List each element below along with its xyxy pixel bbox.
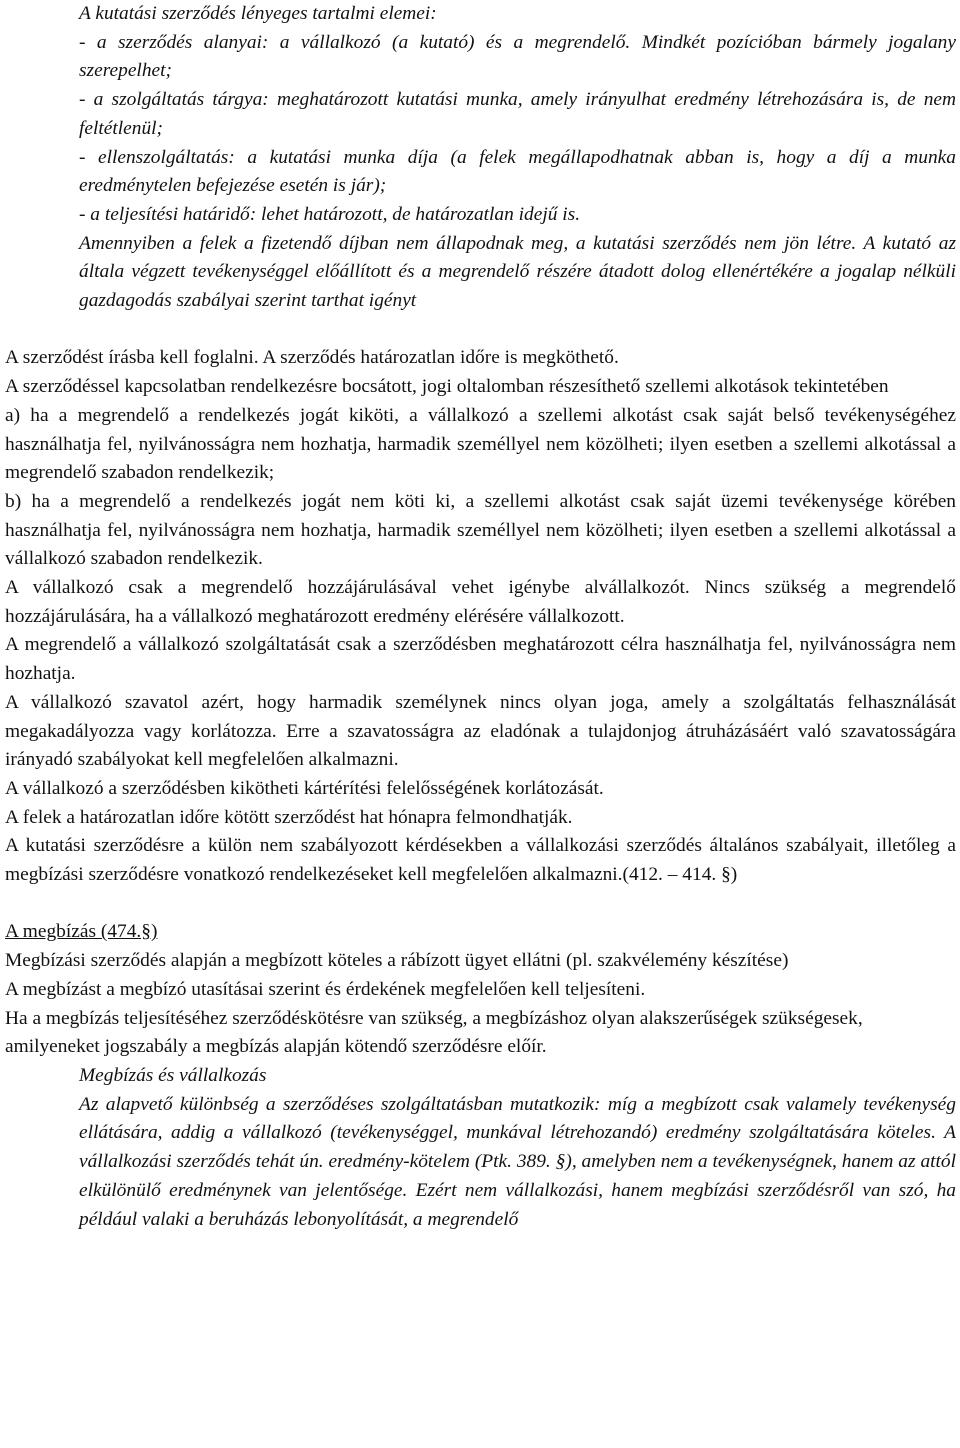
paragraph: Ha a megbízás teljesítéséhez szerződéskötésre van szükség, a megbízáshoz olyan alakszerűségek szükségesek, amilyeneket jogszabály a megbízás alapján kötendő szerződésre előír.: [5, 1007, 863, 1058]
rules-section: [5, 344, 956, 889]
list-item-deadline: - a teljesítési határidő: lehet határozott, de határozatlan idejű is.: [79, 203, 581, 225]
section-heading: A megbízás (474.§): [5, 921, 158, 943]
paragraph: A kutatási szerződésre a külön nem szabályozott kérdésekben a vállalkozási szerződés általános szabályait, illetőleg a megbízási szerződésre vonatkozó rendelkezéseket kell megfelelően alkalmazni.(412. – 414. §): [5, 835, 956, 886]
paragraph: A vállalkozó csak a megrendelő hozzájárulásával vehet igénybe alvállalkozót. Nincs szükség a megrendelő hozzájárulására, ha a vállalkozó meghatározott eredmény elérésére vállalkozott.: [5, 577, 956, 627]
fee-paragraph: Amennyiben a felek a fizetendő díjban nem állapodnak meg, a kutatási szerződés nem jön létre. A kutató az általa végzett tevékenységgel előállított és a megrendelő részére átadott dolog ellenértékére a jogalap nélküli gazdagodás szabályai szerint tarthat igényt: [79, 232, 956, 312]
comparison-paragraph: Az alapvető különbség a szerződéses szolgáltatásban mutatkozik: míg a megbízott csak valamely tevékenység ellátására, addig a vállalkozó (tevékenységgel, munkával létrehozandó) eredmény szolgáltatására köteles. A vállalkozási szerződés tehát ún. eredmény-kötelem (Ptk. 389. §), amelyben nem a tevékenységnek, hanem az attól elkülönülő eredménynek van jelentősége. Ezért nem vállalkozási, hanem megbízási szerződésről van szó, ha például valaki a beruházás lebonyolítását, a megrendelő: [79, 1093, 956, 1230]
paragraph: A felek a határozatlan időre kötött szerződést hat hónapra felmondhatják.: [5, 806, 573, 828]
paragraph: A megbízást a megbízó utasításai szerint és érdekének megfelelően kell teljesíteni.: [5, 978, 646, 1000]
spacer: [5, 316, 956, 345]
paragraph: A vállalkozó szavatol azért, hogy harmadik személynek nincs olyan joga, amely a szolgáltatás felhasználását megakadályozza vagy korlátozza. Erre a szavatosságra az eladónak a tulajdonjog átruházásáért való szavatosságára irányadó szabályokat kell megfelelően alkalmazni.: [5, 691, 956, 771]
research-contract-section: [5, 0, 956, 316]
paragraph: a) ha a megrendelő a rendelkezés jogát kiköti, a vállalkozó a szellemi alkotást csak saját belső tevékenységéhez használhatja fel, nyilvánosságra nem hozhatja, harmadik személlyel nem közölheti; ilyen esetben a szellemi alkotással a megrendelő szabadon rendelkezik;: [5, 404, 956, 484]
paragraph: A megrendelő a vállalkozó szolgáltatását csak a szerződésben meghatározott célra használhatja fel, nyilvánosságra nem hozhatja.: [5, 634, 956, 685]
paragraph: A vállalkozó a szerződésben kikötheti kártérítési felelősségének korlátozását.: [5, 777, 604, 799]
paragraph: b) ha a megrendelő a rendelkezés jogát nem köti ki, a szellemi alkotást csak saját üzemi tevékenysége körében használhatja fel, nyilvánosságra nem hozhatja, harmadik személlyel nem közölheti; ilyen esetben a szellemi alkotással a vállalkozó szabadon rendelkezik.: [5, 490, 956, 570]
mandate-section: [5, 918, 956, 1234]
comparison-heading: Megbízás és vállalkozás: [79, 1064, 267, 1086]
list-item-consideration: - ellenszolgáltatás: a kutatási munka díja (a felek megállapodhatnak abban is, hogy a díj a munka eredménytelen befejezése esetén is jár);: [79, 146, 956, 197]
paragraph: A szerződéssel kapcsolatban rendelkezésre bocsátott, jogi oltalomban részesíthető szellemi alkotások tekintetében: [5, 376, 889, 398]
list-item-subject: - a szolgáltatás tárgya: meghatározott kutatási munka, amely irányulhat eredmény létrehozására is, de nem feltétlenül;: [79, 89, 956, 139]
list-item-parties: - a szerződés alanyai: a vállalkozó (a kutató) és a megrendelő. Mindkét pozícióban bármely jogalany szerepelhet;: [79, 31, 956, 82]
spacer: [5, 890, 956, 919]
paragraph: Megbízási szerződés alapján a megbízott köteles a rábízott ügyet ellátni (pl. szakvélemény készítése): [5, 950, 789, 972]
research-contract-intro: A kutatási szerződés lényeges tartalmi elemei:: [79, 3, 437, 24]
paragraph: A szerződést írásba kell foglalni. A szerződés határozatlan időre is megköthető.: [5, 347, 619, 369]
document-page: [5, 0, 956, 1234]
